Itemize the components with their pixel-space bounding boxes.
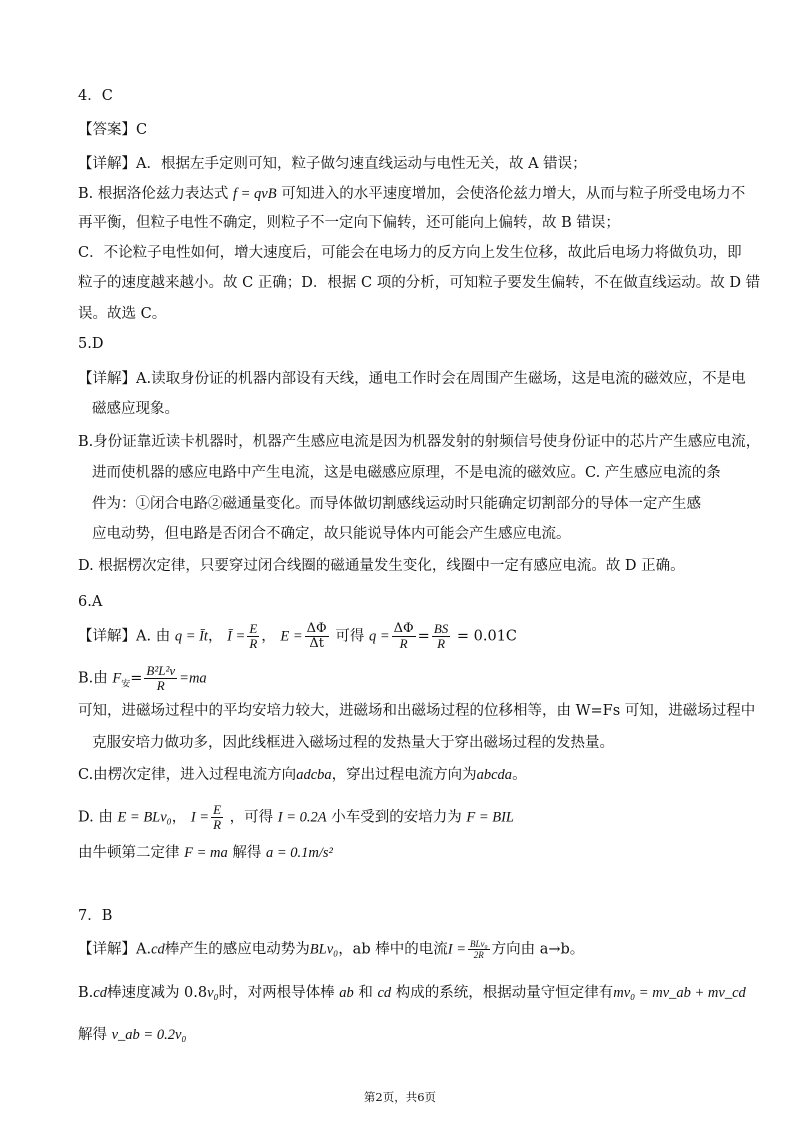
- q4-line-6: 误。故选 C。: [78, 306, 167, 322]
- q4-line-3: 再平衡，但粒子电性不确定，则粒子不一定向下偏转，还可能向上偏转，故 B 错误；: [78, 215, 620, 231]
- fraction: $\frac{\text{BLv₀}}{2R}$: [469, 939, 488, 960]
- page-footer: 第2页，共6页: [363, 1090, 437, 1104]
- q5-line-3: B.身份证靠近读卡机器时，机器产生感应电流是因为机器发射的射频信号使身份证中的芯片产生感应电流，: [78, 434, 761, 450]
- q6-line-4: 克服安培力做功多，因此线框进入磁场过程的发热量大于穿出磁场过程的发热量。: [92, 735, 614, 751]
- q5-number: 5.D: [78, 336, 104, 352]
- q4-line-1: 【详解】A．根据左手定则可知，粒子做匀速直线运动与电性无关，故 A 错误；: [78, 156, 587, 172]
- fraction: $\frac{\text{B²L²v}}{R}$: [146, 663, 176, 693]
- q6-line-2: B.由 $F_安=$ $\frac{\text{B²L²v}}{R}$ =ma: [78, 663, 207, 693]
- q6-line-5: C.由楞次定律，进入过程电流方向adcba，穿出过程电流方向为abcda。: [78, 767, 527, 783]
- fraction: $\frac{\Delta\Phi}{R}$: [393, 621, 414, 651]
- q4-line-5: 粒子的速度越来越小。故 C 正确；D．根据 C 项的分析，可知粒子要发生偏转，不在做直线运动。故 D 错: [78, 275, 761, 291]
- lorentz-formula: f = qvB: [232, 186, 277, 202]
- q5-line-5: 件为：①闭合电路②磁通量变化。而导体做切割感线运动时只能确定切割部分的导体一定产生感: [92, 496, 701, 512]
- q6-line-1: 【详解】A. 由 q = Īt， Ī = $\frac{E}{R}$ ， E = $\frac{\Delta\Phi}{\Delta t}$ 可得 q = $\frac{\Delta\Phi}{R}$ = $\frac{BS}{R}$ = 0.01C: [78, 621, 518, 651]
- fraction: $\frac{E}{R}$: [213, 802, 222, 832]
- q6-line-7: 由牛顿第二定律 F = ma 解得 a = 0.1m/s²: [78, 845, 333, 861]
- fraction: $\frac{E}{R}$: [249, 621, 258, 651]
- q4-number: 4．C: [78, 88, 113, 104]
- q5-line-1: 【详解】A.读取身份证的机器内部设有天线，通电工作时会在周围产生磁场，这是电流的磁效应，不是电: [78, 371, 746, 387]
- q6-number: 6.A: [78, 594, 103, 610]
- q5-line-4: 进而使机器的感应电路中产生电流，这是电磁感应原理，不是电流的磁效应。C. 产生感应电流的条: [92, 465, 721, 481]
- q6-line-3: 可知，进磁场过程中的平均安培力较大，进磁场和出磁场过程的位移相等，由 W=Fs 可知，进磁场过程中: [78, 703, 756, 719]
- q7-line-1: 【详解】A.cd棒产生的感应电动势为BLv₀，ab 棒中的电流I = $\frac{\text{BLv₀}}{2R}$ 方向由 a→b。: [78, 939, 585, 960]
- q6-line-6: D. 由 E = BLv₀， I = $\frac{E}{R}$ ，可得 I = 0.2A 小车受到的安培力为 F = BIL: [78, 802, 514, 832]
- q7-line-2: B.cd棒速度减为 0.8v₀时，对两根导体棒 ab 和 cd 构成的系统，根据动量守恒定律有mv₀ = mv_ab + mv_cd: [78, 985, 746, 1001]
- q7-line-3: 解得 v_ab = 0.2v₀: [78, 1027, 187, 1043]
- q7-number: 7．B: [78, 908, 113, 924]
- fraction: $\frac{\Delta\Phi}{\Delta t}$: [306, 621, 327, 651]
- fraction: $\frac{BS}{R}$: [433, 621, 449, 651]
- q4-answer: 【答案】C: [78, 122, 148, 138]
- q4-line-2: B. 根据洛伦兹力表达式 f = qvB 可知进入的水平速度增加，会使洛伦兹力增大，从而与粒子所受电场力不: [78, 186, 746, 202]
- q4-line-4: C．不论粒子电性如何，增大速度后，可能会在电场力的反方向上发生位移，故此后电场力将做负功，即: [78, 245, 742, 261]
- q5-line-6: 应电动势，但电路是否闭合不确定，故只能说导体内可能会产生感应电流。: [92, 526, 571, 542]
- q5-line-7: D. 根据楞次定律，只要穿过闭合线圈的磁通量发生变化，线圈中一定有感应电流。故 D 正确。: [78, 558, 685, 574]
- q5-line-2: 磁感应现象。: [92, 401, 179, 417]
